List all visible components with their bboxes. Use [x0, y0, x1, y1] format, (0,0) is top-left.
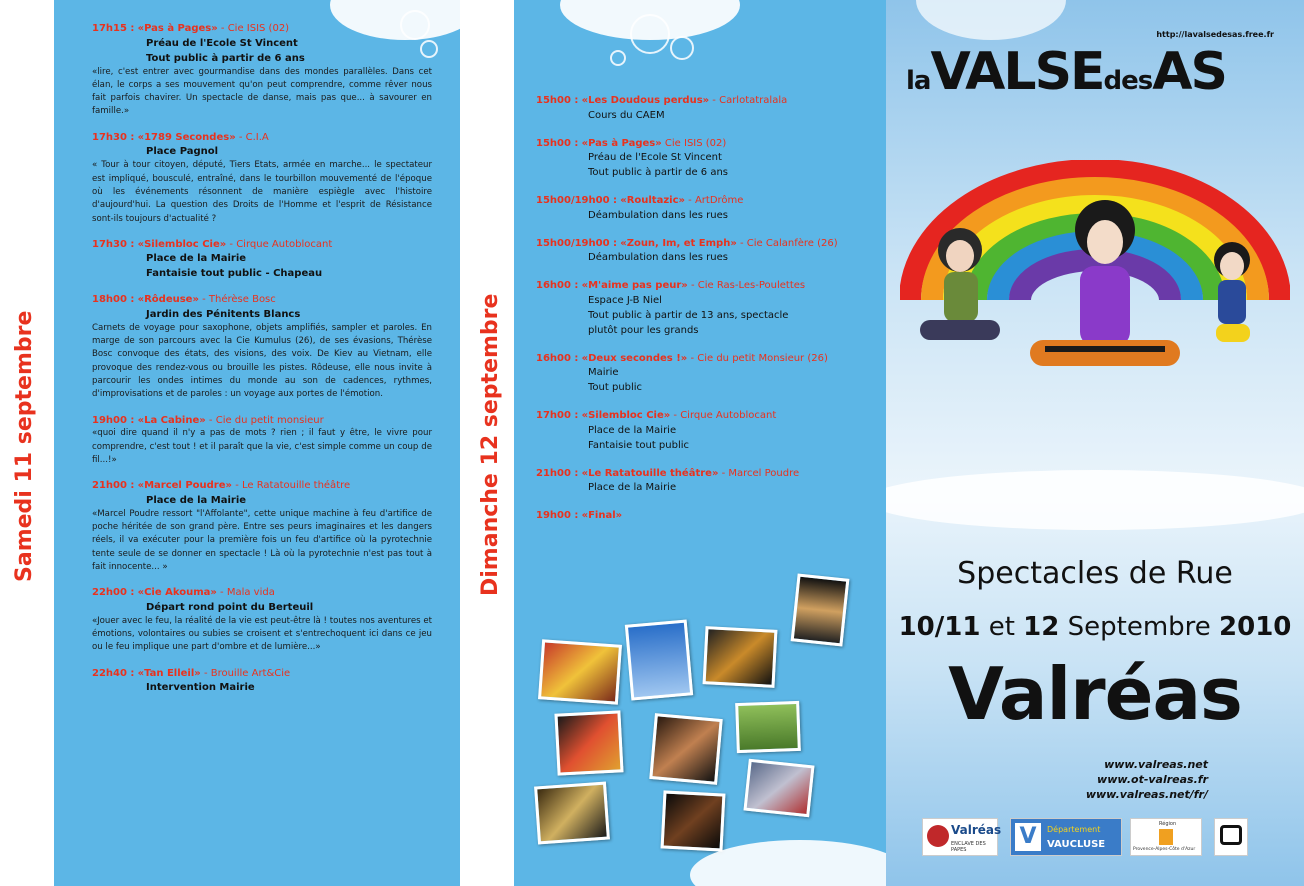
event-time: 15h00/19h00 :	[536, 195, 618, 206]
event-time: 16h00 :	[536, 280, 579, 291]
event-place: Cours du CAEM	[588, 109, 665, 121]
rainbow-illustration	[900, 160, 1290, 420]
event-heading	[536, 194, 856, 208]
schedule-event	[92, 479, 432, 574]
event-time: 22h00 :	[92, 587, 135, 599]
event-place: Place de la Mairie	[146, 494, 247, 506]
sponsor-region-line2: Provence-Alpes-Côte d'Azur	[1133, 847, 1196, 852]
logo-des: des	[1103, 66, 1153, 96]
event-time: 19h00 :	[536, 510, 579, 521]
event-company: - Cie du petit Monsieur (26)	[690, 352, 828, 364]
schedule-event	[536, 237, 856, 266]
event-time: 21h00 :	[92, 480, 135, 492]
event-company: Cie ISIS (02)	[664, 137, 727, 149]
photo-musician	[534, 782, 610, 845]
schedule-event	[536, 279, 856, 338]
day-title-sunday: Dimanche 12 septembre	[478, 293, 503, 596]
schedule-event	[92, 22, 432, 119]
event-time: 17h00 :	[536, 410, 579, 421]
event-heading	[92, 414, 432, 428]
event-name: «Marcel Poudre»	[137, 480, 232, 492]
event-name: «Deux secondes !»	[581, 352, 688, 364]
event-heading	[92, 22, 432, 36]
swirl-ornament	[610, 50, 626, 66]
city-name: Valréas	[948, 652, 1242, 736]
event-company: - Cie ISIS (02)	[220, 23, 290, 34]
event-time: 17h15 :	[92, 23, 135, 34]
event-heading	[536, 94, 856, 108]
event-place: Tout public à partir de 13 ans, spectacle	[588, 309, 789, 321]
sponsor-vaucluse-line1: Département	[1047, 825, 1101, 834]
date-month: Septembre	[1067, 612, 1211, 642]
event-name: «Rôdeuse»	[137, 294, 199, 306]
event-place: Espace J-B Niel	[588, 294, 662, 306]
event-heading	[536, 279, 856, 293]
event-place: Intervention Mairie	[146, 682, 255, 694]
event-name: «1789 Secondes»	[137, 131, 236, 143]
photo-performers	[554, 710, 623, 775]
character-right	[1214, 242, 1250, 342]
event-place: Mairie	[588, 367, 619, 378]
event-place: Place Pagnol	[146, 146, 219, 158]
schedule-event	[92, 667, 432, 696]
event-place: Préau de l'Ecole St Vincent	[588, 152, 722, 163]
paint-splash	[916, 0, 1066, 40]
saturday-schedule	[92, 22, 432, 707]
event-company: - Cie Ras-Les-Poulettes	[690, 280, 806, 291]
photo-clown	[538, 639, 622, 704]
valreas-emblem-icon	[927, 825, 949, 847]
paint-splash	[886, 470, 1304, 530]
event-heading	[536, 137, 856, 151]
region-flag-icon	[1159, 829, 1173, 845]
event-company: - Carlotatralala	[712, 95, 788, 106]
sponsor-valreas-sub: ENCLAVE DES PAPES	[951, 841, 986, 853]
event-time: 15h00 :	[536, 95, 579, 106]
event-name: «Le Ratatouille théâtre»	[581, 467, 719, 479]
event-time: 21h00 :	[536, 467, 579, 479]
schedule-event	[92, 131, 432, 226]
photo-mask	[743, 759, 814, 818]
event-description: «lire, c'est entrer avec gourmandise dans des mondes parallèles. Dans cet élan, le corps a ses mouvement qu'on peut comprendre, comme rêver nous fait parfois chavirer. Un spectacle de danse, mais pas que... à savourer en famille.»	[92, 66, 432, 117]
event-company: - Cie du petit monsieur	[208, 414, 324, 426]
event-heading	[92, 479, 432, 493]
panel-sunday	[460, 0, 886, 886]
event-heading	[92, 586, 432, 600]
event-company: - ArtDrôme	[688, 195, 744, 206]
date-et: et	[988, 612, 1015, 642]
event-place: Tout public à partir de 6 ans	[588, 167, 729, 178]
photo-machine	[703, 626, 778, 688]
event-name: «Zoun, Im, et Emph»	[620, 237, 737, 249]
panel-saturday	[0, 0, 460, 886]
sponsor-valreas-name: Valréas	[951, 823, 1002, 837]
event-time: 19h00 :	[92, 414, 135, 426]
event-name: «Silembloc Cie»	[581, 410, 671, 421]
schedule-event	[536, 409, 856, 453]
event-heading	[536, 409, 856, 423]
event-description: Carnets de voyage pour saxophone, objets amplifiés, sampler et paroles. En marge de son parcours avec la Cie Kumulus (26), de ses évasions, Thérèse Bosc convoque des états, des visions, des voix. De Kiev au Vietnam, elle provoque des rendez-vous ou brouille les pistes. Rôdeuse, elle nous invite à parcourir les ondes intimes du monde au son de cadences, rythmes, d'improvisations et de paroles : un voyage aux portes de l'émotion.	[92, 322, 432, 400]
event-company: - Cie Calanfère (26)	[739, 237, 838, 249]
swirl-ornament	[630, 14, 670, 54]
event-description: «Jouer avec le feu, la réalité de la vie est peut-être là ! toutes nos aventures et émotions, volontaires ou subies se croisent et s'entrechoquent ici dans ce jeu ou le feu implique une part d'ombre et de lumière...»	[92, 615, 432, 653]
photo-acrobat	[625, 619, 693, 700]
event-place: Départ rond point du Berteuil	[146, 601, 314, 613]
event-place: Place de la Mairie	[146, 253, 247, 265]
event-company: - C.I.A	[238, 131, 269, 143]
schedule-event	[92, 238, 432, 282]
link-valreas[interactable]: www.valreas.net	[1104, 758, 1208, 771]
event-name: «Silembloc Cie»	[137, 238, 227, 250]
event-description: «Marcel Poudre ressort "l'Affolante", cette unique machine à feu d'artifice de poche héritée de son grand père. Entre ses peurs imaginaires et les dangers réels, il va exécuter pour la première fois un feu d'artifice où la pyrotechnie tente seule de se donner en spectacle ! Là où la pyrotechnie n'est pas tout à fait innocente... »	[92, 508, 432, 572]
photo-stage	[661, 790, 726, 851]
event-place: Déambulation dans les rues	[588, 252, 728, 263]
event-place: Jardin des Pénitents Blancs	[146, 308, 301, 320]
day-title-saturday: Samedi 11 septembre	[12, 310, 37, 582]
event-place: Tout public à partir de 6 ans	[146, 52, 305, 64]
event-time: 17h30 :	[92, 238, 135, 250]
event-time: 18h00 :	[92, 294, 135, 306]
event-time: 17h30 :	[92, 131, 135, 143]
event-place: Préau de l'Ecole St Vincent	[146, 37, 298, 49]
event-name: «Cie Akouma»	[137, 587, 217, 599]
date-part1: 10/11	[898, 612, 981, 642]
festival-logo	[906, 42, 1286, 112]
event-name: «Final»	[581, 510, 623, 521]
event-company: - Brouille Art&Cie	[203, 667, 291, 679]
event-description: «quoi dire quand il n'y a pas de mots ? rien ; il faut y être, le vivre pour comprendre, c'est tout ! et il paraît que la vie, c'est simple comme un coup de fil...!»	[92, 428, 432, 465]
event-company: - Le Ratatouille théâtre	[235, 480, 351, 492]
schedule-event	[536, 467, 856, 496]
logo-valse: VALSE	[930, 42, 1104, 102]
swirl-ornament	[670, 36, 694, 60]
event-name: «Tan Elleil»	[137, 667, 201, 679]
event-heading	[536, 509, 856, 523]
event-heading	[92, 238, 432, 252]
event-place: Place de la Mairie	[588, 482, 677, 493]
event-company: - Thérèse Bosc	[202, 294, 276, 306]
links-list	[1086, 758, 1208, 803]
event-place: Fantaisie tout public	[588, 439, 690, 451]
panel-cover	[886, 0, 1304, 886]
sponsor-vaucluse	[1010, 818, 1122, 856]
event-heading	[92, 667, 432, 681]
link-valreas-fr[interactable]: www.valreas.net/fr/	[1085, 787, 1208, 801]
event-description: « Tour à tour citoyen, député, Tiers Etats, armée en marche... le spectateur est impliqué, bousculé, entraîné, dans le tourbillon mouvementé de l'époque où les événements résonnent de manière espiègle avec l'histoire d'aujourd'hui. La question des Droits de l'Homme et l'esprit de Résistance sont-ils toujours d'actualité ?	[92, 160, 432, 224]
event-name: «La Cabine»	[137, 414, 206, 426]
photo-outdoor	[735, 701, 801, 753]
sunday-schedule	[536, 94, 856, 537]
event-heading	[92, 293, 432, 307]
event-name: «Roultazic»	[620, 195, 685, 206]
logo-as: AS	[1152, 42, 1226, 102]
event-time: 15h00/19h00 :	[536, 237, 618, 249]
sponsor-tv-logo	[1214, 818, 1248, 856]
website-url[interactable]: http://lavalsedesas.free.fr	[1156, 30, 1274, 39]
event-heading	[536, 467, 856, 481]
sponsor-vaucluse-line2: VAUCLUSE	[1047, 839, 1106, 850]
event-company: - Cirque Autoblocant	[229, 238, 333, 250]
schedule-event	[536, 352, 856, 396]
event-dates	[886, 612, 1304, 642]
event-heading	[92, 131, 432, 145]
date-part2: 12	[1023, 612, 1060, 642]
date-year: 2010	[1219, 612, 1292, 642]
schedule-event	[536, 194, 856, 223]
event-place: plutôt pour les grands	[588, 324, 699, 336]
schedule-event	[536, 509, 856, 523]
schedule-event	[92, 293, 432, 401]
link-ot-valreas[interactable]: www.ot-valreas.fr	[1097, 772, 1208, 786]
schedule-event	[92, 414, 432, 467]
event-company: - Mala vida	[220, 587, 275, 599]
logo-la: la	[906, 66, 931, 96]
event-heading	[536, 237, 856, 251]
event-place: Fantaisie tout public - Chapeau	[146, 268, 323, 280]
event-heading	[536, 352, 856, 366]
event-company: - Cirque Autoblocant	[673, 410, 777, 421]
event-place: Place de la Mairie	[588, 424, 677, 436]
sponsor-region-line1: Région	[1159, 821, 1177, 827]
event-place: Déambulation dans les rues	[588, 209, 728, 221]
event-time: 22h40 :	[92, 667, 135, 679]
tv-icon	[1220, 825, 1242, 845]
sponsor-valreas	[922, 818, 1002, 856]
photo-fire	[791, 573, 850, 646]
sponsor-region	[1130, 818, 1202, 856]
subtitle: Spectacles de Rue	[957, 556, 1233, 591]
event-company: - Marcel Poudre	[721, 467, 800, 479]
event-name: «Les Doudous perdus»	[581, 95, 710, 106]
schedule-event	[92, 586, 432, 654]
event-time: 16h00 :	[536, 352, 579, 364]
vaucluse-v-icon: V	[1015, 823, 1041, 851]
event-name: «Pas à Pages»	[581, 137, 662, 149]
schedule-event	[536, 137, 856, 181]
event-time: 15h00 :	[536, 137, 579, 149]
photo-dancer	[649, 713, 722, 785]
schedule-event	[536, 94, 856, 123]
event-place: Tout public	[588, 382, 643, 393]
event-name: «M'aime pas peur»	[581, 280, 688, 291]
event-name: «Pas à Pages»	[137, 23, 218, 34]
